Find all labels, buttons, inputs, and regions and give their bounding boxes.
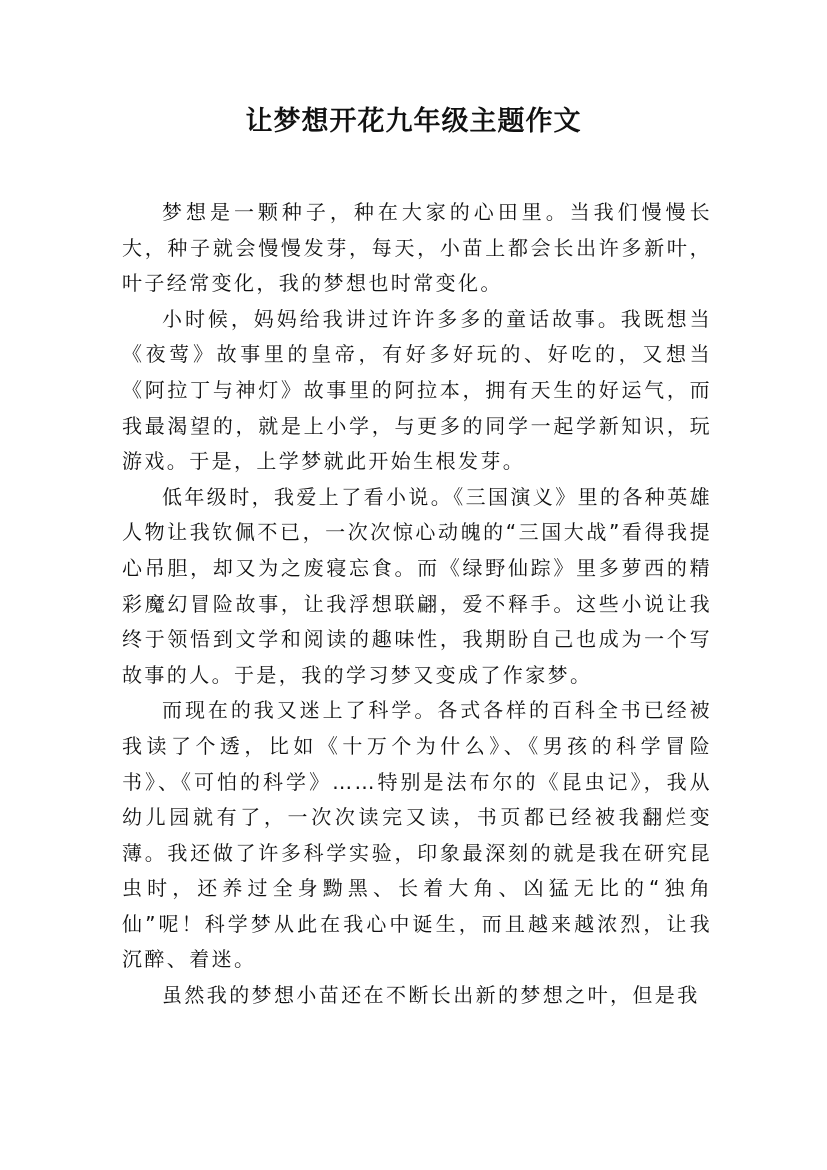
- paragraph: 虽然我的梦想小苗还在不断长出新的梦想之叶，但是我: [162, 983, 700, 1008]
- paragraph: 低年级时，我爱上了看小说。《三国演义》里的各种英雄人物让我钦佩不已，一次次惊心动魄的“三国大战”看得我提心吊胆，却又为之废寝忘食。而《绿野仙踪》里多萝西的精彩魔幻冒险故事，让我浮想联翩，爱不释手。这些小说让我终于领悟到文学和阅读的趣味性，我期盼自己也成为一个写故事的人。于是，我的学习梦又变成了作家梦。: [122, 484, 712, 687]
- essay-body: [122, 195, 712, 1014]
- document-title: 让梦想开花九年级主题作文: [245, 106, 582, 137]
- paragraph: 小时候，妈妈给我讲过许许多多的童话故事。我既想当《夜莺》故事里的皇帝，有好多好玩的、好吃的，又想当《阿拉丁与神灯》故事里的阿拉本，拥有天生的好运气，而我最渴望的，就是上小学，与更多的同学一起学新知识，玩游戏。于是，上学梦就此开始生根发芽。: [122, 306, 712, 474]
- paragraph: 而现在的我又迷上了科学。各式各样的百科全书已经被我读了个透，比如《十万个为什么》、《男孩的科学冒险书》、《可怕的科学》……特别是法布尔的《昆虫记》，我从幼儿园就有了，一次次读完又读，书页都已经被我翻烂变薄。我还做了许多科学实验，印象最深刻的就是我在研究昆虫时，还养过全身黝黑、长着大角、凶猛无比的“独角仙”呢！科学梦从此在我心中诞生，而且越来越浓烈，让我沉醉、着迷。: [122, 698, 712, 972]
- paragraph: 梦想是一颗种子，种在大家的心田里。当我们慢慢长大，种子就会慢慢发芽，每天，小苗上都会长出许多新叶，叶子经常变化，我的梦想也时常变化。: [122, 200, 712, 296]
